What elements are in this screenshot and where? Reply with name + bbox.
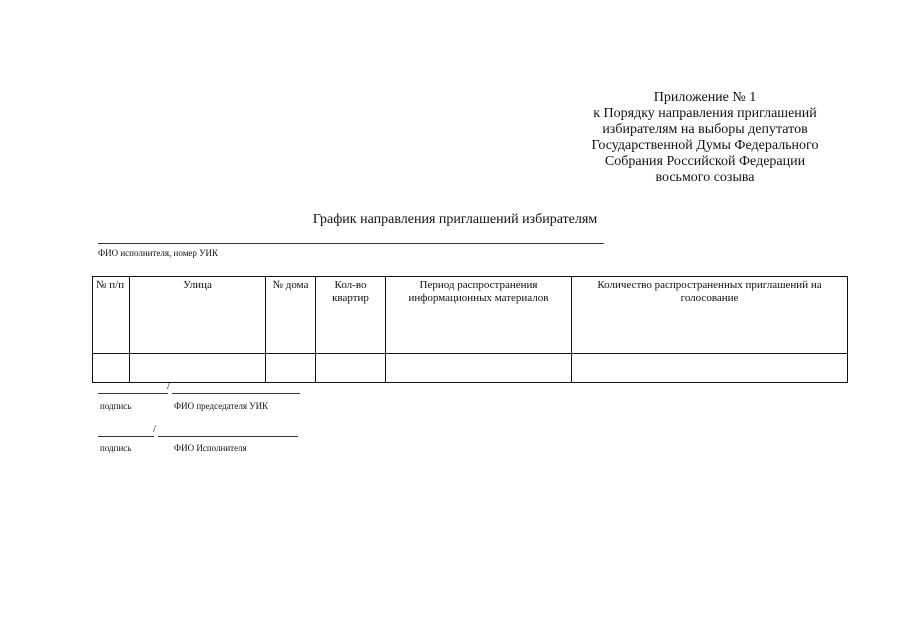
appendix-line: Приложение № 1 <box>653 90 757 105</box>
signature-slash: / <box>167 380 171 392</box>
table-header-row <box>93 277 848 354</box>
table-cell[interactable] <box>572 354 848 383</box>
table-cell[interactable] <box>266 354 316 383</box>
executor-name-fill-line[interactable] <box>158 436 298 437</box>
chairman-caption: ФИО председателя УИК <box>174 401 269 411</box>
signature-slash: / <box>153 423 157 435</box>
signature-fill-line[interactable] <box>98 393 168 394</box>
executor-fill-line[interactable] <box>98 243 604 244</box>
appendix-line: восьмого созыва <box>655 170 755 185</box>
header-number: № п/п <box>93 277 130 354</box>
document-title: График направления приглашений избирателям <box>312 212 598 227</box>
signature-fill-line[interactable] <box>98 436 154 437</box>
executor-caption: ФИО исполнителя, номер УИК <box>98 248 219 258</box>
schedule-table <box>92 276 848 383</box>
appendix-line: Государственной Думы Федерального <box>591 138 819 153</box>
appendix-line: к Порядку направления приглашений <box>593 106 817 121</box>
table-cell[interactable] <box>93 354 130 383</box>
header-house: № дома <box>266 277 316 354</box>
header-street: Улица <box>130 277 266 354</box>
appendix-header <box>560 90 850 186</box>
header-invitations-count: Количество распространенных приглашений на голосование <box>572 277 848 354</box>
table-cell[interactable] <box>316 354 386 383</box>
executor-signature-caption: ФИО Исполнителя <box>174 443 247 453</box>
header-apartments: Кол-во квартир <box>316 277 386 354</box>
signature-caption: подпись <box>100 443 132 453</box>
header-period: Период распространения информационных материалов <box>386 277 572 354</box>
appendix-line: избирателям на выборы депутатов <box>602 122 808 137</box>
chairman-name-fill-line[interactable] <box>172 393 300 394</box>
table-cell[interactable] <box>130 354 266 383</box>
table-row <box>93 354 848 383</box>
appendix-line: Собрания Российской Федерации <box>604 154 806 169</box>
signature-caption: подпись <box>100 401 132 411</box>
table-cell[interactable] <box>386 354 572 383</box>
